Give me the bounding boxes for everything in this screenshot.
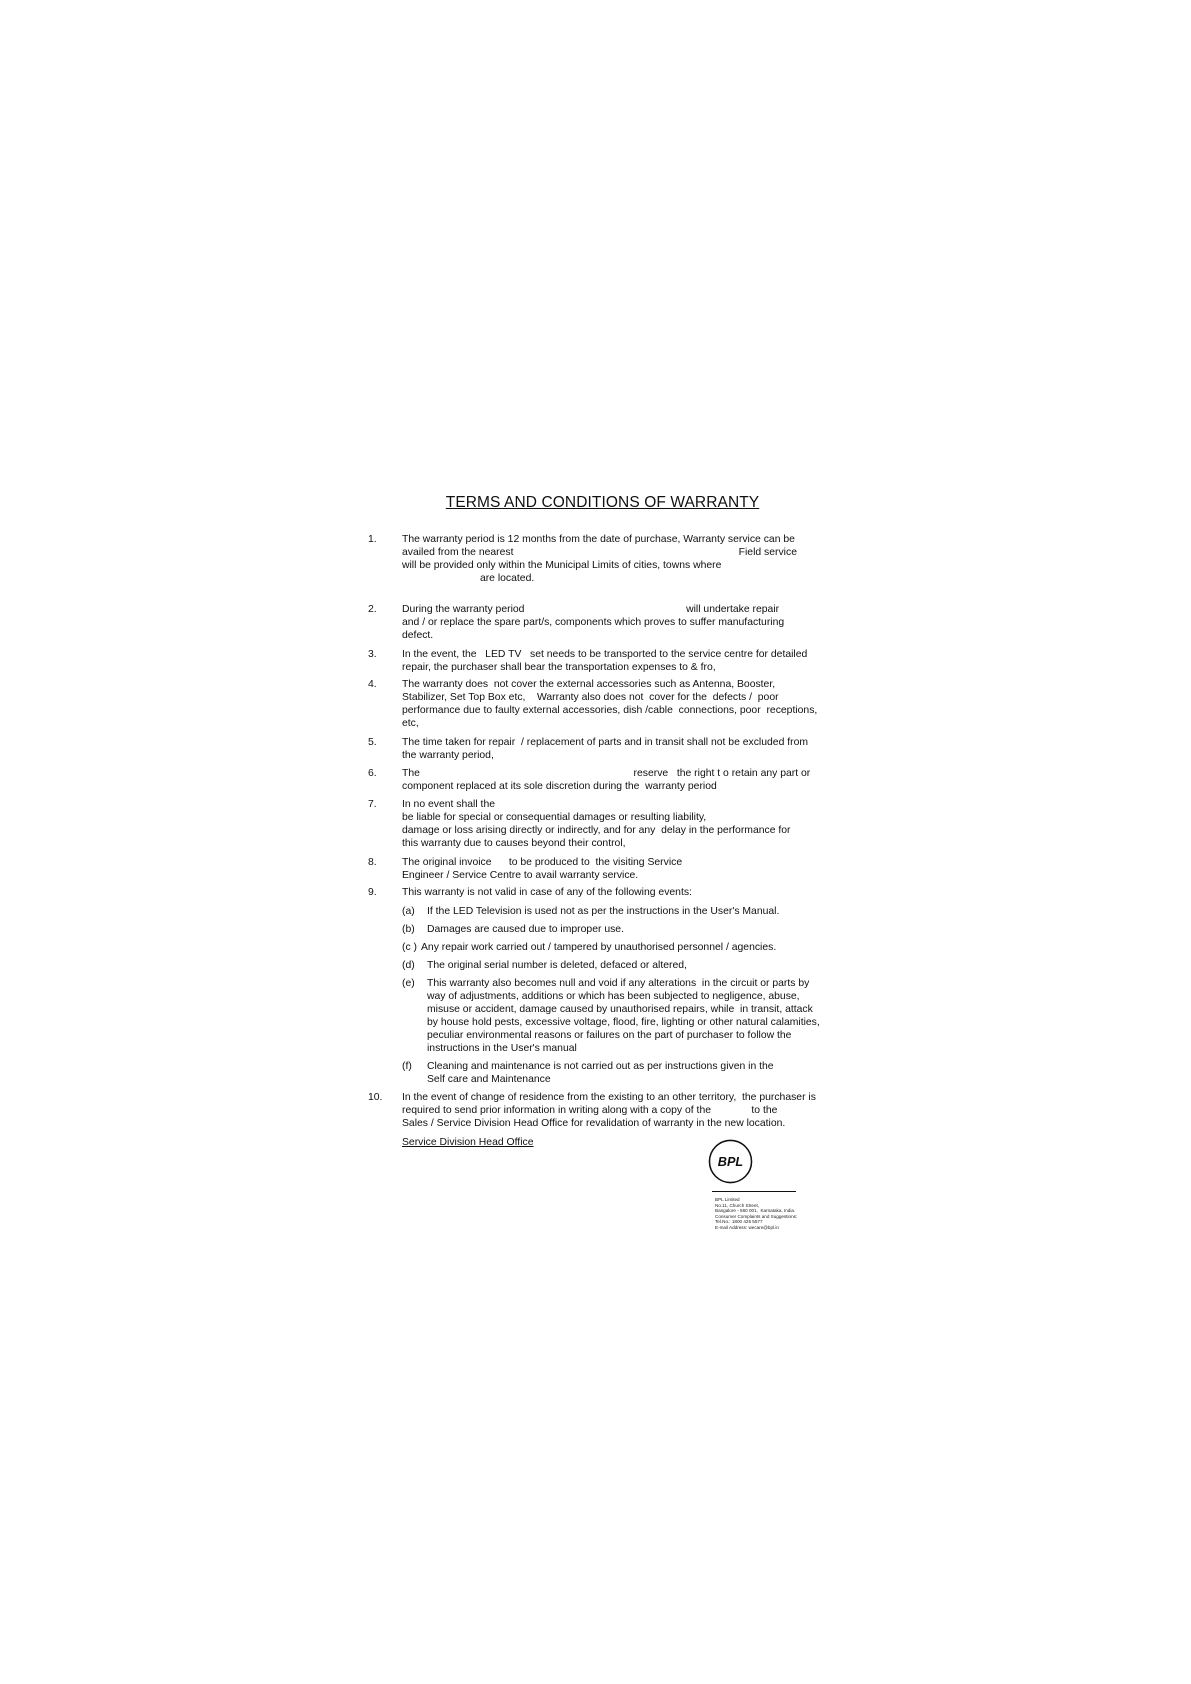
item-number: 6.	[368, 768, 377, 779]
item-number: 9.	[368, 887, 377, 898]
subitem-label: (f)	[402, 1061, 412, 1072]
subitem-label: (a)	[402, 906, 415, 917]
item-number: 5.	[368, 737, 377, 748]
subitem-text: The original serial number is deleted, defaced or altered,	[427, 960, 687, 971]
subitem-text: Cleaning and maintenance is not carried out as per instructions given in the Self care and Maintenance	[427, 1061, 774, 1086]
item-text: The reserve the right t o retain any part or component replaced at its sole discretion during the warranty period	[402, 768, 811, 793]
subitem-text: Damages are caused due to improper use.	[427, 924, 624, 935]
bpl-logo	[708, 1139, 753, 1184]
subitem-label: (b)	[402, 924, 415, 935]
logo-text: BPL	[717, 1153, 744, 1169]
item-text: The original invoice to be produced to the visiting Service Engineer / Service Centre to avail warranty service.	[402, 857, 683, 882]
item-number: 7.	[368, 799, 377, 810]
item-text: The time taken for repair / replacement of parts and in transit shall not be excluded from the warranty period,	[402, 737, 809, 762]
item-number: 8.	[368, 857, 377, 868]
subitem-text: If the LED Television is used not as per the instructions in the User's Manual.	[427, 906, 780, 917]
item-text: During the warranty period will undertake repair and / or replace the spare part/s, components which proves to suffer manufacturing defect.	[402, 604, 785, 642]
item-text: In no event shall the be liable for special or consequential damages or resulting liability, damage or loss arising directly or indirectly, and for any delay in the performance for this warranty due to causes beyond their control,	[402, 799, 791, 850]
item-text: The warranty does not cover the external accessories such as Antenna, Booster, Stabilizer, Set Top Box etc, Warranty also does not cover for the defects / poor performance due to faulty external accessories, dish /cable connections, poor receptions, etc,	[402, 679, 818, 730]
item-number: 2.	[368, 604, 377, 615]
item-number: 4.	[368, 679, 377, 690]
item-text: In the event of change of residence from the existing to an other territory, the purchaser is required to send prior information in writing along with a copy of the to the Sales / Service Division Head Office for revalidation of warranty in the new location.	[402, 1092, 816, 1130]
address-divider	[712, 1191, 796, 1192]
subitem-label: (e)	[402, 978, 415, 989]
company-address: BPL Limited No.11, Church Street, Bangalore - 560 001, Karnataka, India. Consumer Complaints and Suggestions: Tel.No.: 1800 425 5577 E-mail Address: wecare@bpl.in	[715, 1197, 798, 1230]
item-text: The warranty period is 12 months from the date of purchase, Warranty service can be availed from the nearest Field service will be provided only within the Municipal Limits of cities, towns where are located.	[402, 534, 797, 585]
subitem-label: (d)	[402, 960, 415, 971]
subitem-text: Any repair work carried out / tampered by unauthorised personnel / agencies.	[421, 942, 777, 953]
subitem-label: (c )	[402, 942, 418, 953]
item-number: 3.	[368, 649, 377, 660]
item-number: 1.	[368, 534, 377, 545]
item-number: 10.	[368, 1092, 383, 1103]
subitem-text: This warranty also becomes null and void if any alterations in the circuit or parts by way of adjustments, additions or which has been subjected to negligence, abuse, misuse or accident, damage caused by unauthorised repairs, while in transit, attack by house hold pests, excessive voltage, flood, fire, lighting or other natural calamities, peculiar environmental reasons or failures on the part of purchaser to follow the instructions in the User's manual	[427, 978, 820, 1055]
item-text: This warranty is not valid in case of any of the following events:	[402, 887, 692, 898]
page-title: TERMS AND CONDITIONS OF WARRANTY	[445, 494, 760, 511]
head-office-label: Service Division Head Office	[402, 1137, 534, 1148]
item-text: In the event, the LED TV set needs to be transported to the service centre for detailed repair, the purchaser shall bear the transportation expenses to & fro,	[402, 649, 808, 674]
